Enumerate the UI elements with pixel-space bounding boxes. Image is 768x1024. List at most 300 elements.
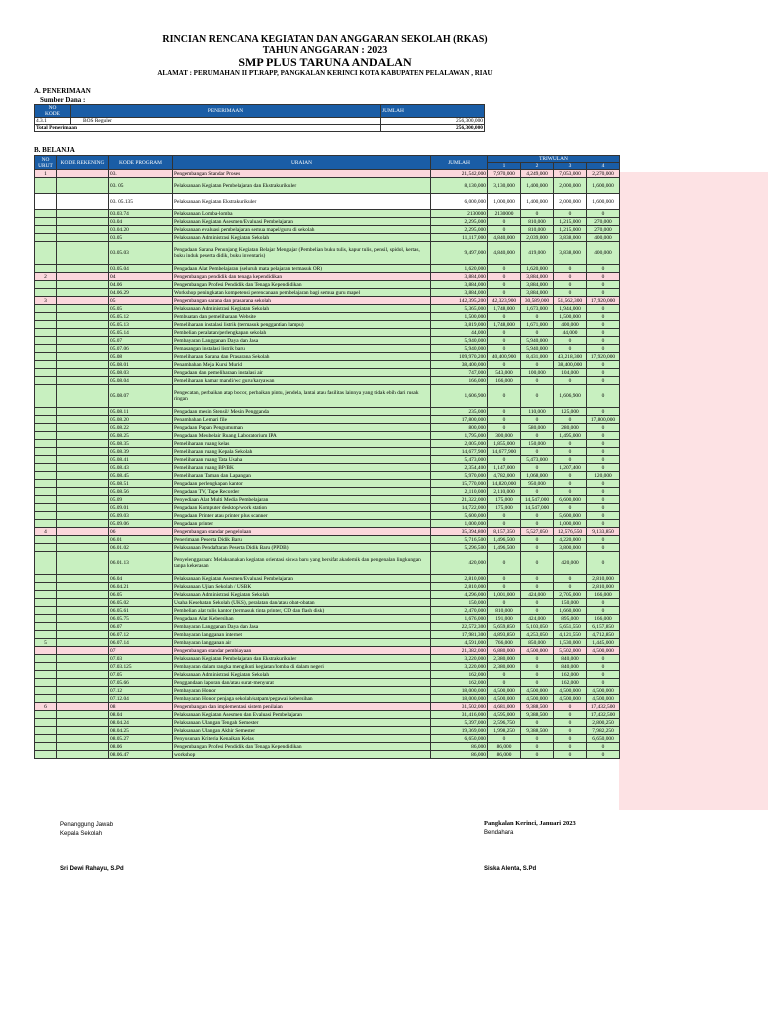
row-no (35, 544, 57, 552)
row-kode-program: 05.07.06 (109, 345, 173, 353)
row-kode-rekening (57, 655, 109, 663)
signer-right-title: Bendahara (484, 830, 514, 836)
row-kode-program: 06.05 (109, 591, 173, 599)
row-tw-4: 0 (587, 377, 620, 385)
row-uraian: Pelaksanaan Lomba-lomba (173, 210, 431, 218)
row-uraian: Workshop peningkatan kompetensi perencanaan pembelajaran bagi semua guru mapel (173, 289, 431, 297)
row-tw-2: 1,400,000 (521, 178, 554, 194)
row-tw-1: 2,380,000 (488, 655, 521, 663)
row-tw-1: 14,677,900 (488, 448, 521, 456)
row-kode-rekening (57, 432, 109, 440)
row-tw-2: 0 (521, 655, 554, 663)
table-row (35, 440, 620, 448)
row-tw-4: 0 (587, 751, 620, 759)
row-tw-4: 2,800,250 (587, 719, 620, 727)
row-kode-rekening (57, 273, 109, 281)
table-row (35, 265, 620, 273)
row-tw-4: 0 (587, 289, 620, 297)
row-no (35, 536, 57, 544)
row-tw-2: 5,473,000 (521, 456, 554, 464)
row-tw-3: 1,495,000 (554, 432, 587, 440)
row-kode-program: 05.08.04 (109, 377, 173, 385)
row-tw-1: 4,500,000 (488, 687, 521, 695)
row-kode-rekening (57, 751, 109, 759)
row-kode-rekening (57, 242, 109, 265)
row-uraian: Pelaksanaan Ulangan Akhir Semester (173, 727, 431, 735)
row-no: 3 (35, 297, 57, 305)
table-row (35, 504, 620, 512)
row-tw-4: 17,432,500 (587, 711, 620, 719)
row-jumlah: 2,110,000 (431, 488, 488, 496)
row-kode-rekening (57, 631, 109, 639)
row-tw-1: 0 (488, 226, 521, 234)
row-tw-3: 1,530,000 (554, 639, 587, 647)
row-tw-2: 4,249,000 (521, 170, 554, 178)
row-jumlah: 2130000 (431, 210, 488, 218)
row-tw-4: 2,810,000 (587, 575, 620, 583)
row-tw-4: 0 (587, 281, 620, 289)
row-no (35, 575, 57, 583)
document-title: RINCIAN RENCANA KEGIATAN DAN ANGGARAN SEKOLAH (RKAS) (162, 34, 488, 45)
row-uraian: Pengembangan standar pembiayaan (173, 647, 431, 655)
table-row (35, 496, 620, 504)
row-tw-1: 3,130,000 (488, 178, 521, 194)
table-row (35, 448, 620, 456)
row-kode-program: 06 (109, 528, 173, 536)
row-tw-3: 162,000 (554, 679, 587, 687)
row-tw-2: 0 (521, 743, 554, 751)
table-row (35, 488, 620, 496)
row-no (35, 607, 57, 615)
row-no (35, 337, 57, 345)
row-kode-program: 05.08.51 (109, 480, 173, 488)
row-tw-1: 4,782,000 (488, 472, 521, 480)
table-row (35, 377, 620, 385)
row-uraian: Pembayaran dalam rangka mengikuti kegiatan/lomba di dalam negeri (173, 663, 431, 671)
table-row (35, 337, 620, 345)
row-jumlah: 6,000,000 (431, 194, 488, 210)
row-tw-1: 1,998,250 (488, 727, 521, 735)
row-tw-4: 0 (587, 544, 620, 552)
row-tw-2: 0 (521, 432, 554, 440)
row-kode-rekening (57, 234, 109, 242)
table-row (35, 599, 620, 607)
row-no (35, 663, 57, 671)
row-tw-1: 1,496,500 (488, 544, 521, 552)
row-no (35, 695, 57, 703)
row-jumlah: 747,000 (431, 369, 488, 377)
row-no (35, 440, 57, 448)
row-kode-program: 08.04.24 (109, 719, 173, 727)
row-tw-2: 5,103,050 (521, 623, 554, 631)
row-tw-3: 150,000 (554, 599, 587, 607)
table-row (35, 281, 620, 289)
row-tw-3: 0 (554, 711, 587, 719)
row-tw-3: 280,000 (554, 424, 587, 432)
row-jumlah: 150,000 (431, 599, 488, 607)
row-uraian: Pelaksanaan Ujian Sekolah / USBK (173, 583, 431, 591)
row-tw-4: 0 (587, 210, 620, 218)
row-tw-3: 104,000 (554, 369, 587, 377)
row-tw-4: 2,270,000 (587, 170, 620, 178)
row-tw-4: 6,650,000 (587, 735, 620, 743)
row-tw-3: 0 (554, 735, 587, 743)
row-kode-rekening (57, 345, 109, 353)
row-uraian: Penyusunan Kriteria Kenaikan Kelas (173, 735, 431, 743)
row-kode-program: 05.08 (109, 353, 173, 361)
row-jumlah: 17,981,300 (431, 631, 488, 639)
row-tw-3: 5,502,000 (554, 647, 587, 655)
row-tw-3: 3,800,000 (554, 544, 587, 552)
row-jumlah: 800,000 (431, 424, 488, 432)
row-tw-3: 0 (554, 440, 587, 448)
row-tw-4: 0 (587, 496, 620, 504)
row-no (35, 655, 57, 663)
row-tw-4: 0 (587, 663, 620, 671)
row-kode-program: 05.09 (109, 496, 173, 504)
total-amount: 256,300,000 (381, 125, 485, 132)
row-tw-2: 0 (521, 520, 554, 528)
row-tw-1: 0 (488, 281, 521, 289)
row-jumlah: 86,000 (431, 751, 488, 759)
row-jumlah: 31,416,000 (431, 711, 488, 719)
row-kode-rekening (57, 313, 109, 321)
row-tw-1: 4,500,000 (488, 695, 521, 703)
row-jumlah: 3,884,000 (431, 289, 488, 297)
row-tw-3: 0 (554, 583, 587, 591)
row-no (35, 719, 57, 727)
table-row (35, 575, 620, 583)
signer-right-name: Siska Alenta, S.Pd (484, 866, 537, 872)
row-kode-rekening (57, 520, 109, 528)
row-kode-rekening (57, 599, 109, 607)
row-tw-4: 400,000 (587, 242, 620, 265)
col-no-urut: NO URUT (35, 156, 57, 170)
row-tw-3: 1,215,000 (554, 218, 587, 226)
row-no (35, 353, 57, 361)
row-tw-3: 5,651,550 (554, 623, 587, 631)
row-kode-rekening (57, 719, 109, 727)
row-no (35, 496, 57, 504)
row-kode-rekening (57, 210, 109, 218)
row-kode-rekening (57, 575, 109, 583)
row-tw-2: 0 (521, 448, 554, 456)
row-tw-1: 0 (488, 408, 521, 416)
row-jumlah: 3,220,000 (431, 663, 488, 671)
row-kode-program: 05.08.11 (109, 408, 173, 416)
row-no (35, 377, 57, 385)
row-no (35, 552, 57, 575)
row-kode-program: 08.05.27 (109, 735, 173, 743)
fiscal-year: TAHUN ANGGARAN : 2023 (262, 45, 388, 56)
row-no (35, 448, 57, 456)
row-kode-program: 03.05.04 (109, 265, 173, 273)
row-jumlah: 9,497,000 (431, 242, 488, 265)
row-uraian: Usaha Kesehatan Sekolah (UKS), peralatan dan/atau obat-obatan (173, 599, 431, 607)
row-kode-program: 07 (109, 647, 173, 655)
row-jumlah: 1,000,000 (431, 520, 488, 528)
row-no (35, 599, 57, 607)
row-jumlah: 3,819,000 (431, 321, 488, 329)
row-tw-4: 0 (587, 273, 620, 281)
row-tw-2: 3,884,000 (521, 281, 554, 289)
table-row (35, 289, 620, 297)
row-no (35, 743, 57, 751)
row-kode-program: 06.04 (109, 575, 173, 583)
row-jumlah: 5,940,000 (431, 345, 488, 353)
row-tw-2: 150,000 (521, 440, 554, 448)
table-row (35, 719, 620, 727)
row-tw-1: 0 (488, 337, 521, 345)
row-tw-1: 6,880,000 (488, 647, 521, 655)
table-row (35, 297, 620, 305)
table-row (35, 424, 620, 432)
row-kode-program: 03.05.03 (109, 242, 173, 265)
penerimaan-table (34, 104, 485, 132)
row-uraian: Pelaksanaan Kegiatan Asesmen dan Evaluasi Pembelajaran (173, 711, 431, 719)
table-row (35, 353, 620, 361)
signer-right-place-date: Pangkalan Kerinci, Januari 2023 (484, 820, 576, 827)
row-tw-2: 100,000 (521, 369, 554, 377)
row-kode-rekening (57, 178, 109, 194)
row-uraian: Pengadaan TV, Tape Recorder (173, 488, 431, 496)
row-uraian: Pembelian peralatan/perlengkapan sekolah (173, 329, 431, 337)
table-row (35, 305, 620, 313)
row-tw-2: 110,000 (521, 408, 554, 416)
row-kode-rekening (57, 456, 109, 464)
row-tw-3: 1,207,400 (554, 464, 587, 472)
row-tw-4: 0 (587, 385, 620, 408)
row-tw-4: 0 (587, 512, 620, 520)
row-kode-rekening (57, 440, 109, 448)
row-tw-1: 4,893,850 (488, 631, 521, 639)
row-kode-program: 05.09.03 (109, 512, 173, 520)
row-tw-1: 86,000 (488, 751, 521, 759)
row-kode-program: 06.07.14 (109, 639, 173, 647)
row-tw-3: 1,660,000 (554, 607, 587, 615)
row-tw-2: 0 (521, 377, 554, 385)
col-triwulan: TRIWULAN (488, 156, 620, 163)
row-tw-3: 840,000 (554, 663, 587, 671)
row-tw-4: 0 (587, 424, 620, 432)
row-tw-1: 191,000 (488, 615, 521, 623)
row-tw-1: 1,748,000 (488, 321, 521, 329)
row-no (35, 210, 57, 218)
row-kode-rekening (57, 305, 109, 313)
row-uraian: Pengembangan pendidik dan tenaga kependidikan (173, 273, 431, 281)
row-uraian: Pelaksanaan evaluasi pembelajaran semua mapel/guru di sekolah (173, 226, 431, 234)
row-no: 6 (35, 703, 57, 711)
row-tw-2: 0 (521, 679, 554, 687)
row-tw-1: 810,000 (488, 607, 521, 615)
row-tw-3: 420,000 (554, 552, 587, 575)
table-row (35, 170, 620, 178)
row-no (35, 178, 57, 194)
row-kode-program: 05.05.12 (109, 313, 173, 321)
col-uraian: URAIAN (173, 156, 431, 170)
row-tw-3: 43,218,300 (554, 353, 587, 361)
row-kode-rekening (57, 464, 109, 472)
row-kode-program: 03.03.74 (109, 210, 173, 218)
row-no (35, 687, 57, 695)
row-jumlah: 1,620,000 (431, 265, 488, 273)
row-jumlah: 5,473,000 (431, 456, 488, 464)
row-kode-rekening (57, 663, 109, 671)
row-tw-2: 2,039,000 (521, 234, 554, 242)
row-uraian: Pembayaran Langganan Daya dan Jasa (173, 337, 431, 345)
row-tw-3: 0 (554, 337, 587, 345)
row-kode-program: 05.08.22 (109, 424, 173, 432)
row-kode-program: 06.01.13 (109, 552, 173, 575)
row-jumlah: 15,770,000 (431, 480, 488, 488)
row-tw-3: 0 (554, 289, 587, 297)
row-tw-1: 0 (488, 416, 521, 424)
row-uraian: Pengadaan Alat Kebersihan (173, 615, 431, 623)
row-tw-2: 0 (521, 575, 554, 583)
row-kode-rekening (57, 226, 109, 234)
row-no (35, 289, 57, 297)
row-no (35, 456, 57, 464)
table-row (35, 512, 620, 520)
table-row (35, 687, 620, 695)
row-kode-program: 05.08.25 (109, 432, 173, 440)
row-kode-program: 05.08.01 (109, 361, 173, 369)
row-tw-2: 0 (521, 671, 554, 679)
row-kode-program: 05.08.45 (109, 472, 173, 480)
row-tw-3: 0 (554, 480, 587, 488)
row-kode-rekening (57, 671, 109, 679)
table-row (35, 456, 620, 464)
belanja-table (34, 155, 620, 759)
row-uraian: Pelaksanaan Kegiatan Asesmen/Evaluasi Pembelajaran (173, 218, 431, 226)
row-tw-2: 580,000 (521, 424, 554, 432)
row-jumlah: 31,502,000 (431, 703, 488, 711)
row-no (35, 432, 57, 440)
row-tw-3: 0 (554, 719, 587, 727)
row-tw-1: 0 (488, 512, 521, 520)
row-tw-2: 9,388,500 (521, 727, 554, 735)
row-tw-2: 0 (521, 329, 554, 337)
row-uraian: Pengembangan Profesi Pendidik dan Tenaga Kependidikan (173, 743, 431, 751)
row-kode-rekening (57, 647, 109, 655)
row-tw-3: 0 (554, 703, 587, 711)
row-kode-program: 05.08.07 (109, 385, 173, 408)
row-kode-program: 05.08.56 (109, 488, 173, 496)
row-tw-2: 0 (521, 536, 554, 544)
row-tw-3: 1,500,000 (554, 313, 587, 321)
row-tw-2: 419,000 (521, 242, 554, 265)
table-row (35, 528, 620, 536)
row-uraian: Pelaksanaan Kegiatan Ekstrakurikuler (173, 194, 431, 210)
row-uraian: Pembelian alat tulis kantor (termasuk tinta printer, CD dan flash disk) (173, 607, 431, 615)
row-uraian: workshop (173, 751, 431, 759)
row-tw-3: 12,576,550 (554, 528, 587, 536)
row-uraian: Pengembangan dan implementasi sistem penilaian (173, 703, 431, 711)
row-tw-2: 3,884,000 (521, 273, 554, 281)
table-row (35, 647, 620, 655)
row-tw-1: 0 (488, 679, 521, 687)
row-tw-3: 162,000 (554, 671, 587, 679)
row-tw-1: 1,147,000 (488, 464, 521, 472)
col-tw-2: 2 (521, 163, 554, 170)
row-tw-1: 0 (488, 424, 521, 432)
row-jumlah: 14,722,000 (431, 504, 488, 512)
row-tw-1: 0 (488, 218, 521, 226)
row-tw-3: 0 (554, 281, 587, 289)
row-tw-2: 0 (521, 361, 554, 369)
row-jumlah: 21,382,000 (431, 647, 488, 655)
row-tw-2: 5,940,000 (521, 345, 554, 353)
row-kode-program: 06.07.12 (109, 631, 173, 639)
row-uraian: Pembayaran langganan air (173, 639, 431, 647)
row-tw-2: 810,000 (521, 218, 554, 226)
row-no (35, 408, 57, 416)
row-no (35, 369, 57, 377)
row-jumlah: 44,000 (431, 329, 488, 337)
row-kode-rekening (57, 480, 109, 488)
row-kode-program: 05.09.06 (109, 520, 173, 528)
row-tw-3: 3,838,000 (554, 234, 587, 242)
row-tw-4: 17,920,000 (587, 353, 620, 361)
row-tw-1: 0 (488, 289, 521, 297)
row-tw-4: 17,920,000 (587, 297, 620, 305)
row-jumlah: 3,884,000 (431, 273, 488, 281)
row-tw-2: 810,000 (521, 226, 554, 234)
row-jumlah: 5,716,500 (431, 536, 488, 544)
row-tw-3: 38,400,000 (554, 361, 587, 369)
row-uraian: Pemeliharaan kamar mandi/wc guru/karyawan (173, 377, 431, 385)
row-tw-3: 2,000,000 (554, 194, 587, 210)
table-row (35, 751, 620, 759)
row-tw-4: 0 (587, 671, 620, 679)
table-row (35, 408, 620, 416)
row-tw-1: 0 (488, 361, 521, 369)
table-row (35, 472, 620, 480)
table-row (35, 226, 620, 234)
row-kode-program: 07.03 (109, 655, 173, 663)
row-no: 2 (35, 273, 57, 281)
row-tw-1: 1,001,000 (488, 591, 521, 599)
row-kode-rekening (57, 496, 109, 504)
row-tw-4: 0 (587, 321, 620, 329)
table-row (35, 615, 620, 623)
row-tw-1: 300,000 (488, 432, 521, 440)
row-tw-4: 120,000 (587, 472, 620, 480)
row-kode-rekening (57, 377, 109, 385)
row-no (35, 265, 57, 273)
total-label: Total Penerimaan (35, 125, 381, 132)
row-tw-4: 0 (587, 265, 620, 273)
row-kode-program: 03. 05.135 (109, 194, 173, 210)
row-jumlah: 2,470,000 (431, 607, 488, 615)
row-tw-4: 0 (587, 408, 620, 416)
row-tw-4: 0 (587, 743, 620, 751)
row-jumlah: 5,296,500 (431, 544, 488, 552)
row-kode-rekening (57, 591, 109, 599)
row-tw-2: 0 (521, 719, 554, 727)
row-tw-2: 5,940,000 (521, 337, 554, 345)
row-kode-program: 05.08.41 (109, 456, 173, 464)
row-jumlah: 2,810,000 (431, 575, 488, 583)
row-no (35, 647, 57, 655)
row-jumlah: 420,000 (431, 552, 488, 575)
row-jumlah: 5,940,000 (431, 337, 488, 345)
row-tw-4: 270,000 (587, 226, 620, 234)
row-tw-2: 4,500,000 (521, 647, 554, 655)
row-tw-1: 2,596,750 (488, 719, 521, 727)
row-no (35, 727, 57, 735)
row-kode-rekening (57, 369, 109, 377)
